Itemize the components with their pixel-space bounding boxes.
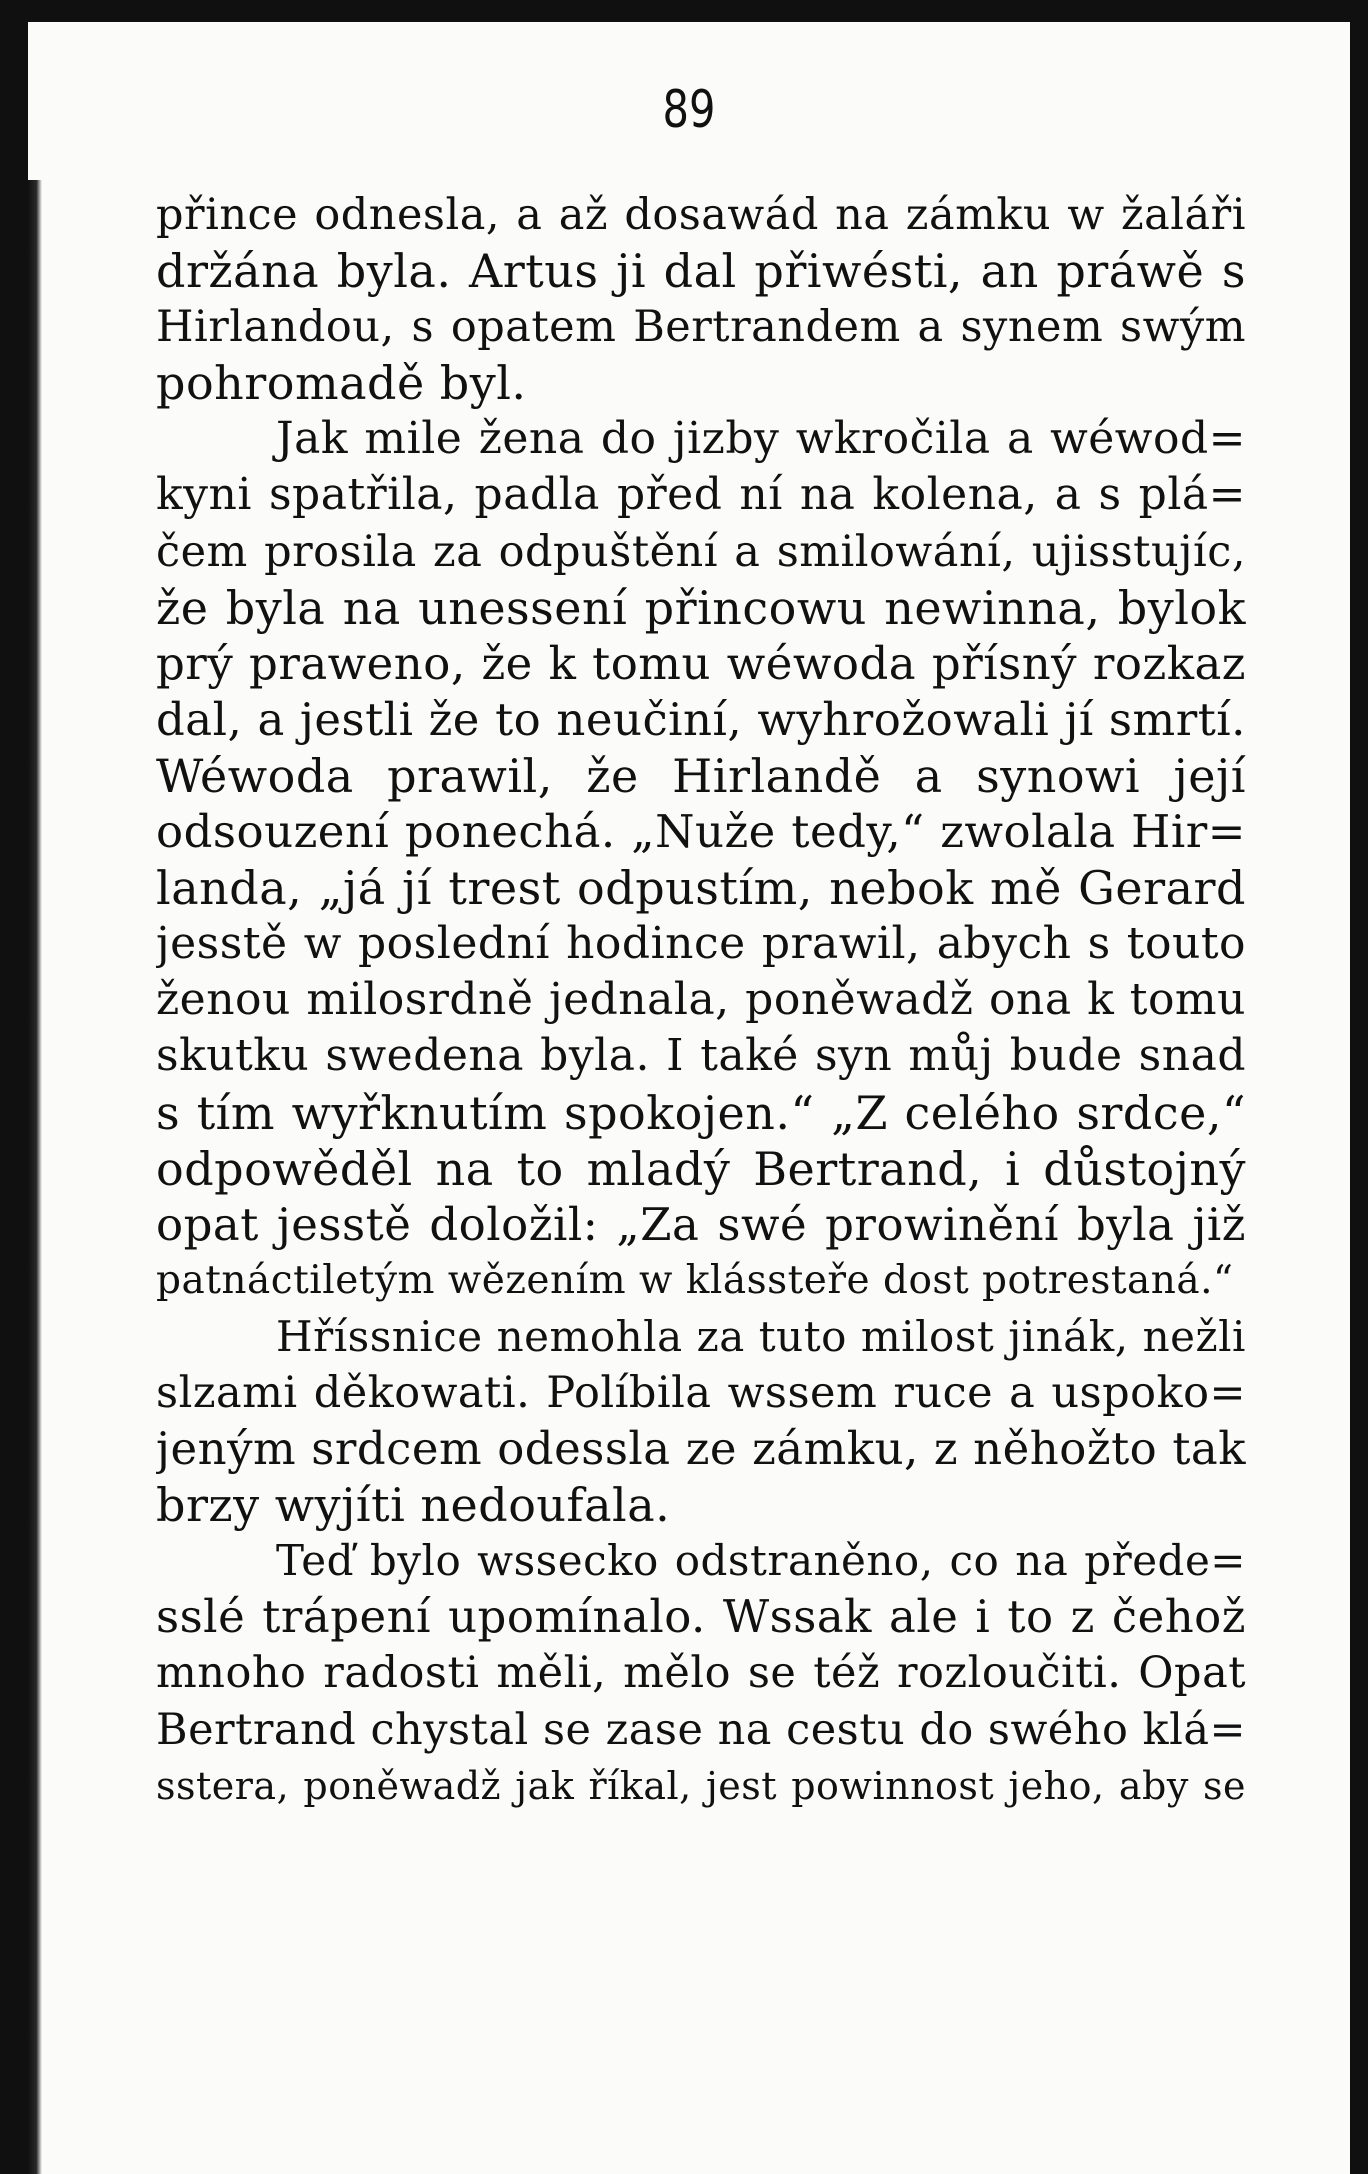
text-line: prý prawеno, že k tomu wéwoda přísný rozkaz — [156, 636, 1246, 690]
text-line: patnáctiletým wězením w klássteře dost potrestaná.“ — [156, 1257, 1234, 1303]
text-line: sslé trápení upomínalo. Wssak ale i to z čehož — [156, 1590, 1246, 1644]
text-line: dal, a jestli že to neučiní, wyhrožowali jí smrtí. — [156, 692, 1246, 746]
book-page — [28, 22, 1350, 2174]
page-number: 89 — [662, 80, 716, 140]
body-text — [156, 187, 1246, 1814]
text-line: přince odnesla, a až dosawád na zámku w žaláři — [156, 190, 1246, 240]
text-line: Teď bylo wssecko odstraněno, co na předе= — [276, 1536, 1246, 1586]
text-line: kyni spatřila, padla před ní na kolena, a s plá= — [156, 469, 1246, 521]
text-line: slzami děkowati. Políbila wssem ruce a uspoko= — [156, 1367, 1246, 1418]
text-line: jeným srdcem odessla ze zámku, z něhožto tak — [156, 1422, 1246, 1476]
text-line: Wéwoda prawil, že Hirlandě a synowi její — [156, 748, 1246, 803]
text-line: ženou milosrdně jednala, poněwadž ona k tomu — [156, 974, 1246, 1026]
text-line: že byla na unessení přincowu newinna, bylok — [156, 580, 1246, 635]
text-line: odpowěděl na to mladý Bertrand, i důstojný — [156, 1141, 1246, 1196]
text-line: Jak mile žena do jizby wkročila a wéwod= — [276, 413, 1246, 465]
binding-shadow — [28, 180, 42, 2174]
text-line: čem prosila za odpuštění a smilowání, ujisstujíc, — [156, 526, 1246, 577]
text-line: Hirlandou, s opatem Bertrandem a synem swým — [156, 302, 1246, 353]
text-line: mnoho radosti měli, mělo se též rozloučiti. Opat — [156, 1648, 1246, 1699]
text-line: sstera, poněwadž jak říkal, jest powinnost jeho, aby se — [156, 1763, 1246, 1808]
text-line: opat jesstě doložil: „Za swé prowinění byla již — [156, 1197, 1246, 1251]
text-line: brzy wyjíti nedoufala. — [156, 1478, 671, 1533]
text-line: skutku swedena byla. I také syn můj bude snad — [156, 1030, 1246, 1082]
text-line: držána byla. Artus ji dal přiwésti, an práwě s — [156, 244, 1246, 299]
text-line: s tím wyřknutím spokojen.“ „Z celého srdce,“ — [156, 1085, 1246, 1140]
text-line: odsouzení ponechá. „Nuže tedy,“ zwolala Hir= — [156, 805, 1246, 859]
text-line: Hříssnice nemohla za tuto milost jinák, nežli — [276, 1311, 1246, 1361]
text-line: Bertrand chystal se zase na cestu do swého klá= — [156, 1704, 1246, 1755]
text-line: landa, „já jí trest odpustím, nebok mě Gerard — [156, 861, 1246, 916]
text-line: jesstě w poslední hodince prawil, abych s touto — [156, 918, 1246, 970]
text-line: pohromadě byl. — [156, 356, 527, 411]
